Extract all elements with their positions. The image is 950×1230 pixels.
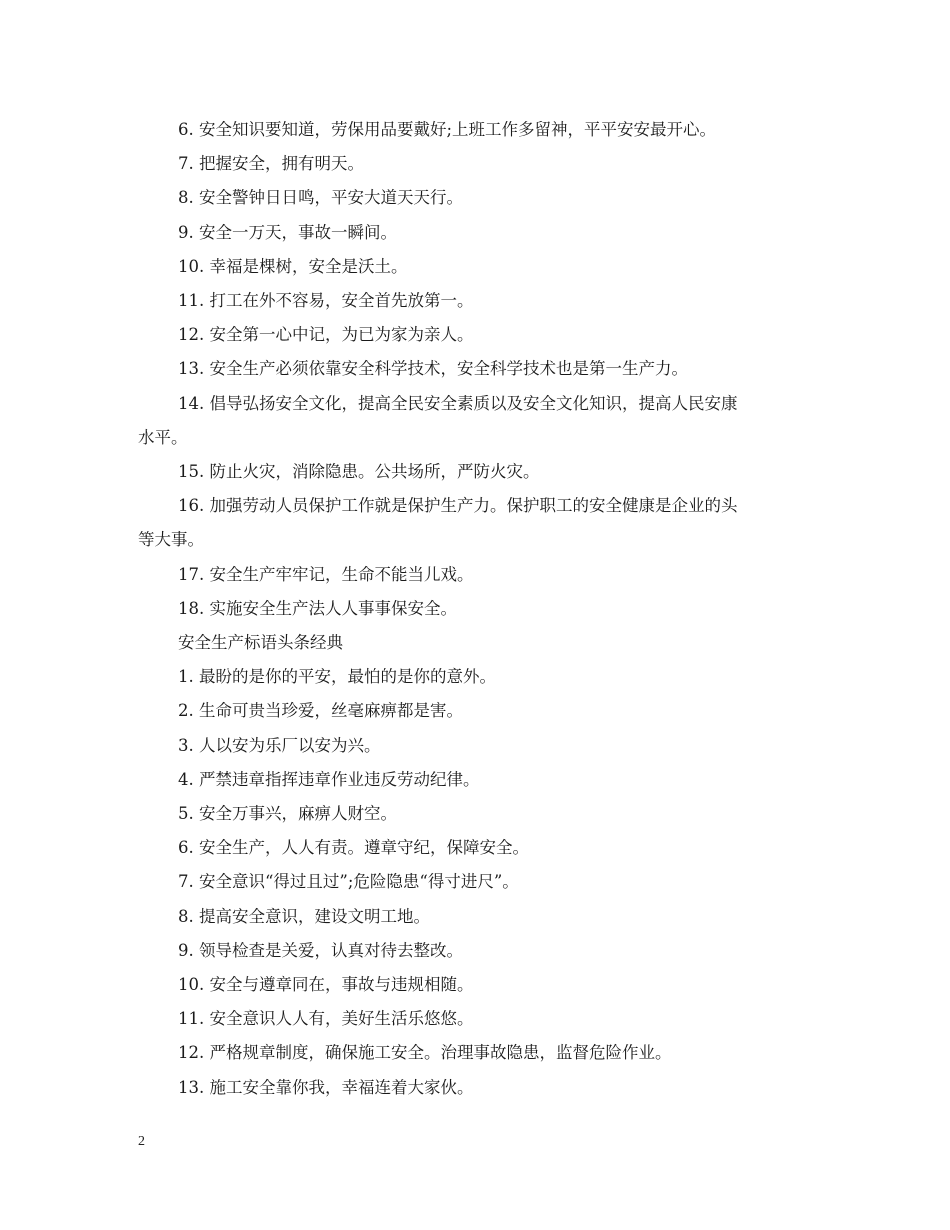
list-item: 13. 施工安全靠你我，幸福连着大家伙。 xyxy=(178,1077,474,1097)
list-item: 8. 安全警钟日日鸣，平安大道天天行。 xyxy=(178,188,463,208)
document-body xyxy=(138,113,814,1105)
list-item: 16. 加强劳动人员保护工作就是保护生产力。保护职工的安全健康是企业的头 xyxy=(178,496,738,516)
list-item: 6. 安全生产，人人有责。遵章守纪，保障安全。 xyxy=(178,838,529,858)
list-item: 9. 安全一万天，事故一瞬间。 xyxy=(178,222,397,242)
list-item: 13. 安全生产必须依靠安全科学技术，安全科学技术也是第一生产力。 xyxy=(178,359,688,379)
list-item-continuation: 水平。 xyxy=(138,427,188,447)
list-item: 9. 领导检查是关爱，认真对待去整改。 xyxy=(178,940,463,960)
list-item: 10. 幸福是棵树，安全是沃土。 xyxy=(178,256,408,276)
list-item: 12. 安全第一心中记，为已为家为亲人。 xyxy=(178,325,474,345)
list-item: 7. 把握安全，拥有明天。 xyxy=(178,154,364,174)
list-item: 5. 安全万事兴，麻痹人财空。 xyxy=(178,804,397,824)
list-item: 12. 严格规章制度，确保施工安全。治理事故隐患，监督危险作业。 xyxy=(178,1043,672,1063)
list-item: 11. 安全意识人人有，美好生活乐悠悠。 xyxy=(178,1009,474,1029)
list-item: 18. 实施安全生产法人人事事保安全。 xyxy=(178,598,457,618)
list-item-continuation: 等大事。 xyxy=(138,530,204,550)
page-number: 2 xyxy=(138,1134,145,1149)
list-item: 2. 生命可贵当珍爱，丝毫麻痹都是害。 xyxy=(178,701,463,721)
list-item: 3. 人以安为乐厂以安为兴。 xyxy=(178,735,381,755)
list-item: 7. 安全意识“得过且过”;危险隐患“得寸进尺”。 xyxy=(178,872,519,892)
list-item: 14. 倡导弘扬安全文化，提高全民安全素质以及安全文化知识，提高人民安康 xyxy=(178,393,738,413)
list-item: 17. 安全生产牢牢记，生命不能当儿戏。 xyxy=(178,564,474,584)
list-item: 15. 防止火灾，消除隐患。公共场所，严防火灾。 xyxy=(178,462,540,482)
list-item: 4. 严禁违章指挥违章作业违反劳动纪律。 xyxy=(178,769,480,789)
section-heading: 安全生产标语头条经典 xyxy=(178,633,343,653)
list-item: 11. 打工在外不容易，安全首先放第一。 xyxy=(178,291,474,311)
list-item: 1. 最盼的是你的平安，最怕的是你的意外。 xyxy=(178,667,496,687)
list-item: 8. 提高安全意识，建设文明工地。 xyxy=(178,906,430,926)
list-item: 6. 安全知识要知道，劳保用品要戴好;上班工作多留神，平平安安最开心。 xyxy=(178,120,717,139)
list-item: 10. 安全与遵章同在，事故与违规相随。 xyxy=(178,975,474,995)
